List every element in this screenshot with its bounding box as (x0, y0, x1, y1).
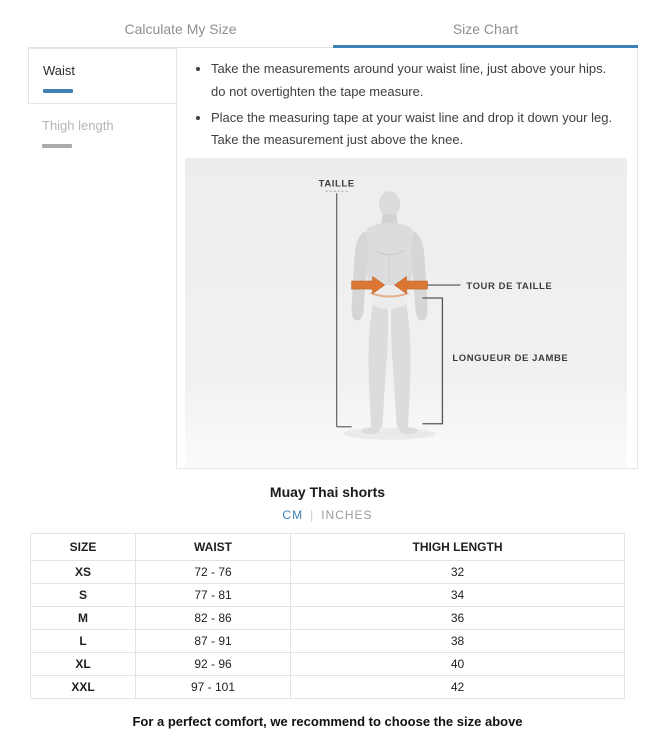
waist-circumference-label: TOUR DE TAILLE (466, 281, 553, 293)
column-header: WAIST (136, 534, 291, 561)
sidebar-item-label: Thigh length (42, 118, 114, 133)
size-cell: S (31, 584, 136, 607)
size-chart-panel (28, 48, 638, 469)
mannequin-body (352, 191, 428, 434)
tab-size-chart[interactable]: Size Chart (333, 15, 638, 48)
table-row (31, 653, 625, 676)
table-row (31, 630, 625, 653)
thigh-length-cell: 32 (291, 561, 625, 584)
sidebar-item-waist[interactable] (28, 48, 176, 104)
instruction-item: • Take the measurements around your waist line, just above your hips. do not overtighten the tape measure. (211, 58, 623, 104)
thigh-length-cell: 42 (291, 676, 625, 699)
waist-cell: 87 - 91 (136, 630, 291, 653)
tab-calculate-my-size[interactable]: Calculate My Size (28, 15, 333, 48)
measurement-sidebar (28, 48, 176, 469)
active-indicator-bar (43, 89, 73, 93)
floor-shadow (344, 428, 436, 440)
size-table (30, 533, 625, 699)
product-title: Muay Thai shorts (269, 484, 386, 500)
table-header-row (31, 534, 625, 561)
unit-cm[interactable]: CM (282, 508, 304, 522)
column-header: SIZE (31, 534, 136, 561)
size-cell: XS (31, 561, 136, 584)
size-cell: M (31, 607, 136, 630)
measurement-figure (185, 158, 627, 468)
unit-inches[interactable]: INCHES (321, 508, 373, 522)
thigh-length-cell: 38 (291, 630, 625, 653)
size-recommendation-note: For a perfect comfort, we recommend to choose the size above (132, 714, 523, 729)
inactive-indicator-bar (42, 144, 72, 148)
column-header: THIGH LENGTH (291, 534, 625, 561)
thigh-length-cell: 40 (291, 653, 625, 676)
instruction-item: • Place the measuring tape at your waist line and drop it down your leg. Take the measurement just above the knee. (211, 107, 623, 153)
size-guide-page (28, 0, 638, 729)
size-cell: L (31, 630, 136, 653)
waist-cell: 72 - 76 (136, 561, 291, 584)
table-row (31, 607, 625, 630)
panel-main (176, 48, 638, 469)
tab-bar (28, 15, 638, 48)
waist-cell: 97 - 101 (136, 676, 291, 699)
sidebar-item-label: Waist (43, 63, 76, 78)
thigh-length-cell: 34 (291, 584, 625, 607)
size-cell: XL (31, 653, 136, 676)
waist-cell: 82 - 86 (136, 607, 291, 630)
leg-length-label: LONGUEUR DE JAMBE (452, 352, 569, 364)
waist-cell: 92 - 96 (136, 653, 291, 676)
unit-toggle (30, 508, 625, 522)
table-row (31, 676, 625, 699)
thigh-length-cell: 36 (291, 607, 625, 630)
size-cell: XXL (31, 676, 136, 699)
sidebar-item-thigh-length[interactable] (28, 104, 176, 158)
height-label: TAILLE (318, 178, 355, 190)
mannequin-illustration (185, 158, 627, 468)
table-row (31, 561, 625, 584)
instructions-list (195, 58, 623, 152)
table-row (31, 584, 625, 607)
unit-divider: | (310, 508, 315, 522)
waist-cell: 77 - 81 (136, 584, 291, 607)
